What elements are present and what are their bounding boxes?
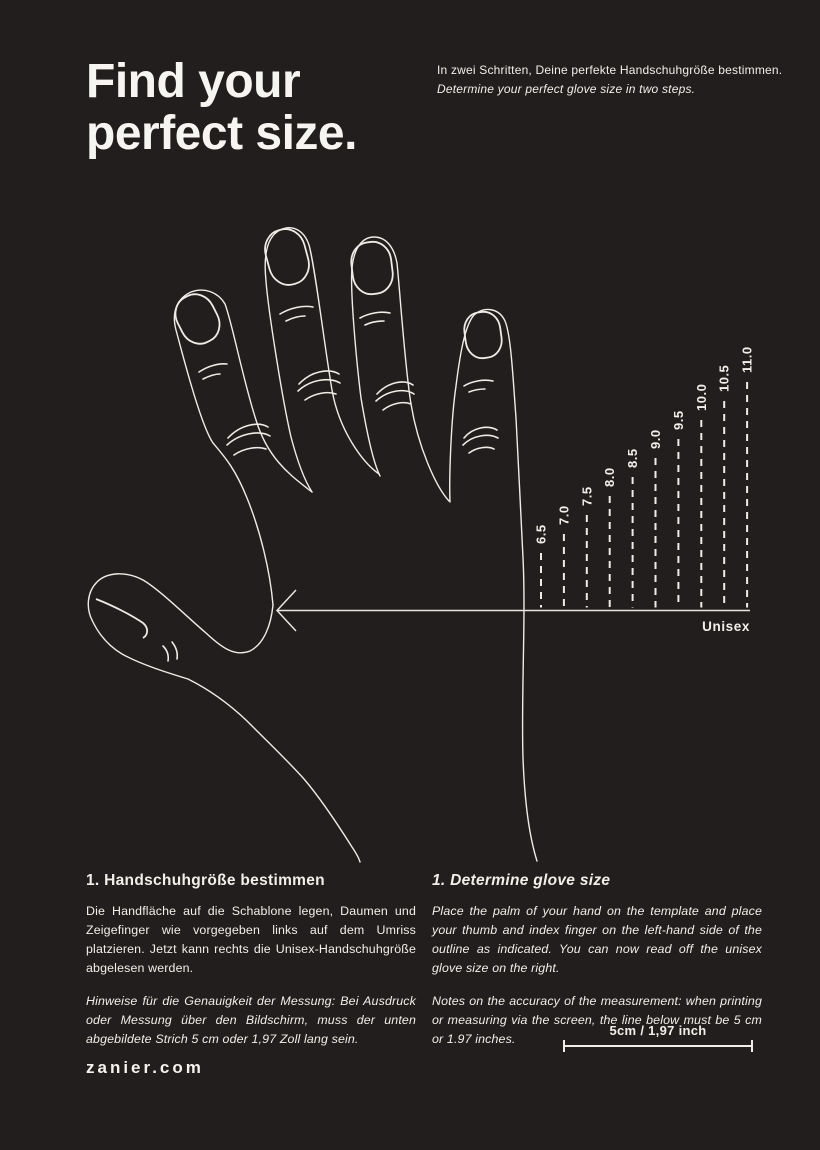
german-body: Die Handfläche auf die Schablone legen, Daumen und Zeigefinger wie vorgegeben links auf dem Umriss platzieren. Jetzt kann rechts die Unisex-Handschuhgröße abgelesen werden.: [86, 904, 416, 975]
intro-english: Determine your perfect glove size in two steps.: [437, 81, 696, 96]
english-heading: 1. Determine glove size: [432, 872, 611, 889]
thumb-fingernail: [96, 599, 147, 638]
thumb-and-palm-outline: [88, 574, 360, 862]
finger-creases-upper: [163, 306, 493, 661]
middle-finger-outline: [265, 228, 379, 492]
size-scale: [277, 346, 755, 634]
pinky-finger-and-palm-edge: [450, 309, 537, 861]
german-note: Hinweise für die Genauigkeit der Messung: Bei Ausdruck oder Messung über den Bildschirm, muss der unten abgebildete Strich 5 cm oder 1,97 Zoll lang sein.: [86, 993, 416, 1046]
page-title-line1: Find your: [86, 55, 301, 108]
instructions-german: [86, 872, 416, 1063]
unisex-label: Unisex: [702, 619, 750, 634]
size-tick-label: 10.5: [716, 364, 732, 392]
size-tick-group: [534, 346, 755, 607]
size-tick-label: 8.5: [625, 448, 641, 468]
index-fingernail: [169, 288, 226, 350]
size-tick-label: 8.0: [602, 467, 618, 487]
index-finger-outline: [174, 290, 312, 605]
instructions-english: [432, 872, 762, 1063]
size-tick-label: 11.0: [739, 346, 755, 373]
ruler-label: 5cm / 1,97 inch: [609, 1023, 707, 1038]
english-body: Place the palm of your hand on the template and place your thumb and index finger on the left-hand side of the outline as indicated. You can now read off the unisex glove size on the right.: [432, 904, 762, 975]
knuckle-creases: [227, 371, 498, 455]
size-tick-label: 7.0: [556, 505, 572, 525]
english-note: Notes on the accuracy of the measurement: when printing or measuring via the screen, the line below must be 5 cm or 1.97 inches.: [432, 993, 762, 1046]
size-tick-label: 10.0: [693, 383, 709, 411]
german-heading: 1. Handschuhgröße bestimmen: [86, 872, 325, 889]
brand-url: zanier.com: [86, 1058, 204, 1077]
page-title-line2: perfect size.: [86, 107, 357, 160]
size-tick-label: 7.5: [579, 486, 595, 506]
hand-outline-illustration: [88, 225, 537, 862]
middle-fingernail: [260, 225, 313, 289]
intro-german: In zwei Schritten, Deine perfekte Handschuhgröße bestimmen.: [437, 63, 783, 77]
size-tick-label: 9.0: [648, 429, 663, 449]
ring-fingernail: [349, 240, 395, 296]
pinky-fingernail: [462, 310, 504, 361]
size-tick-label: 6.5: [533, 524, 549, 544]
size-tick-label: 9.5: [670, 410, 686, 430]
